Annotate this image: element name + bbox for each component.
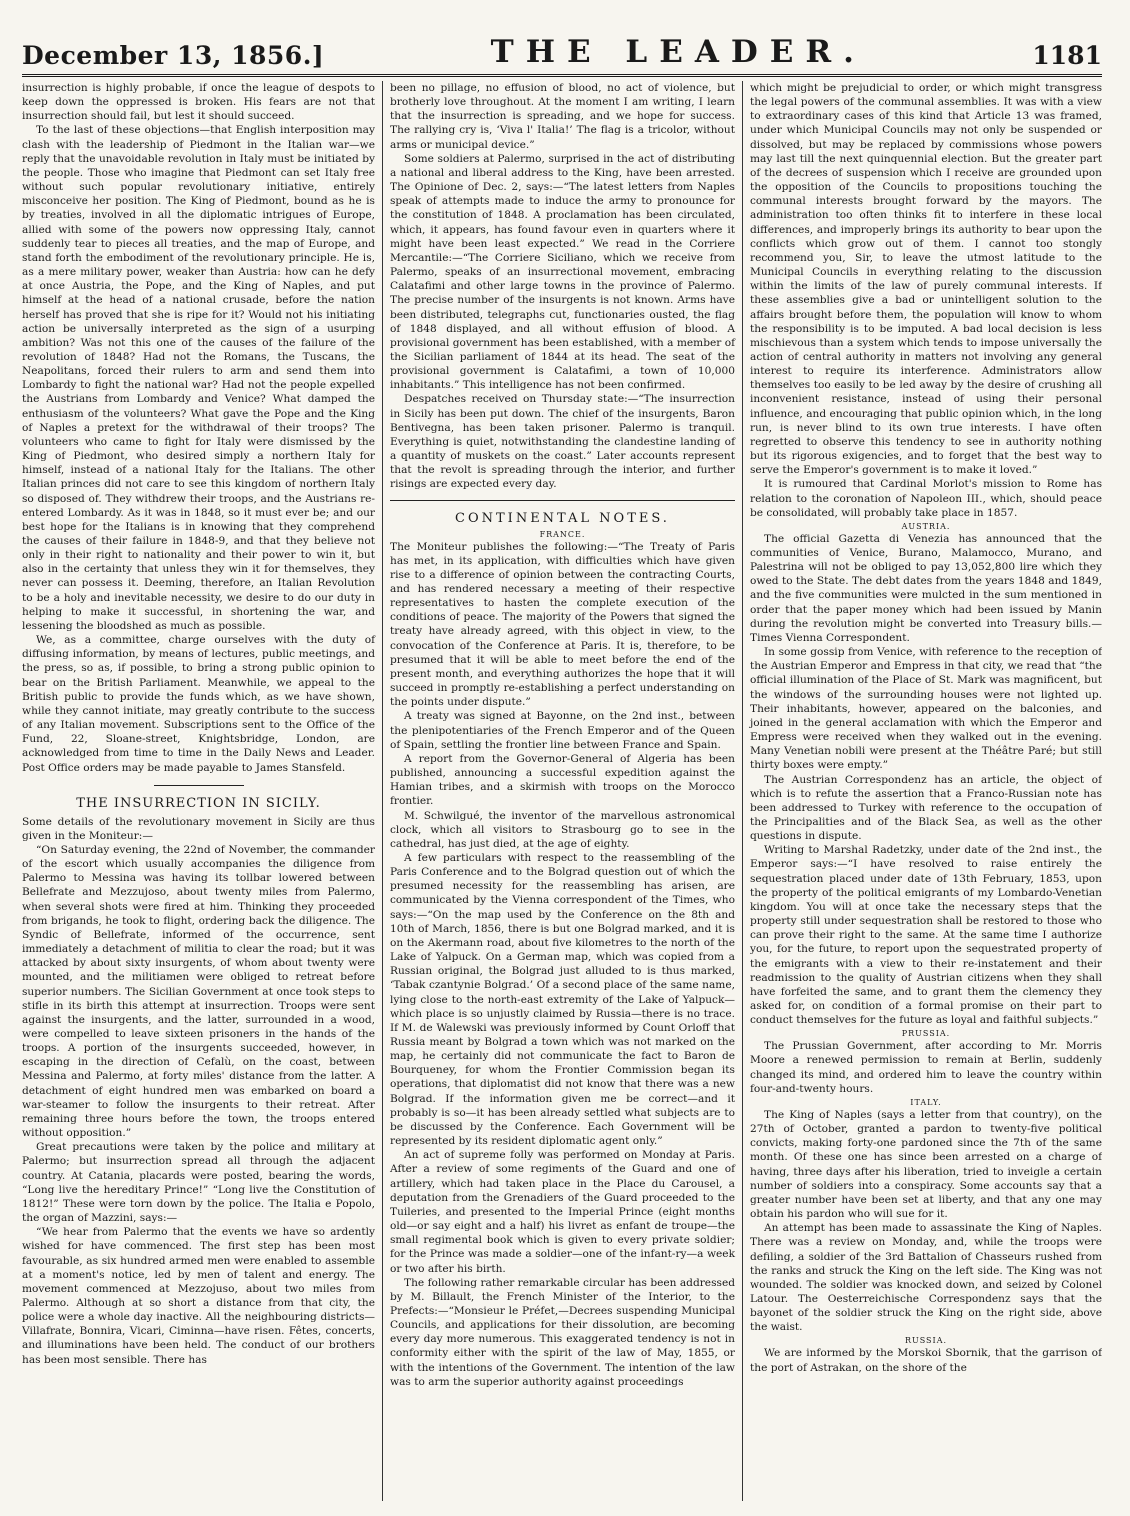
paragraph: Writing to Marshal Radetzky, under date of the 2nd inst., the Emperor says:—“I have resolved to raise entirely the sequestration placed under date of 13th February, 1853, upon the property of the political emigrants of my Lombardo-Venetian kingdom. You will at once take the necessary steps that the property still under sequestration shall be restored to those who can prove their right to the same. At the same time I authorize you, for the future, to report upon the sequestrated property of the emigrants with a view to their re-instatement and their readmission to the quality of Austrian citizens when they shall have forfeited the same, and to grant them the clemency they asked for, on condition of a formal promise on their part to conduct themselves for the future as loyal and faithful subjects.” (750, 844, 1102, 1027)
subheading-france: FRANCE. (539, 529, 586, 539)
paragraph: Despatches received on Thursday state:—“The insurrection in Sicily has been put down. The chief of the insurgents, Baron Bentivegna, has been taken prisoner. Palermo is tranquil. Everything is quiet, notwithstanding the clandestine landing of a quantity of muskets on the coast.” Later accounts represent that the revolt is spreading through the interior, and further risings are expected every day. (390, 393, 735, 491)
column-2 (382, 81, 742, 1501)
paragraph: M. Schwilgué, the inventor of the marvellous astronomical clock, which all visitors to Strasbourg go to see in the cathedral, has just died, at the age of eighty. (390, 809, 735, 850)
section-divider (154, 785, 244, 786)
paragraph: An act of supreme folly was performed on Monday at Paris. After a review of some regiments of the Guard and one of artillery, which had taken place in the Place du Carousel, a deputation from the Grenadiers of the Guard proceeded to the Tuileries, and presented to the Imperial Prince (eight months old—or say eight and a half) his livret as enfant de troupe—the small regimental book which is given to every private soldier; for the Prince was made a soldier—one of the infant-ry—a week or two after his birth. (390, 1149, 735, 1275)
paragraph: In some gossip from Venice, with reference to the reception of the Austrian Emperor and Empress in that city, we read that “the official illumination of the Place of St. Mark was magnificent, but the windows of the surrounding houses were not lighted up. Their inhabitants, however, appeared on the balconies, and joined in the general acclamation with which the Emperor and Empress were received when they walked out in the evening. Many Venetian nobili were present at the Théâtre Paré; but still thirty boxes were empty.” (750, 646, 1102, 772)
paragraph: The Prussian Government, after according to Mr. Morris Moore a renewed permission to remain at Berlin, suddenly changed its mind, and ordered him to leave the country within four-and-twenty hours. (750, 1040, 1102, 1095)
page-number: 1181 (1032, 41, 1102, 70)
column-1 (22, 81, 382, 1501)
paragraph: Some details of the revolutionary movement in Sicily are thus given in the Moniteur:— (22, 815, 375, 842)
paragraph: “On Saturday evening, the 22nd of November, the commander of the escort which usually accompanies the diligence from Palermo to Messina was having its tollbar lowered between Bellefrate and Mezzujoso, about twenty miles from Palermo, when several shots were fired at him. Thinking they proceeded from brigands, he took to flight, ordering back the diligence. The Syndic of Bellefrate, informed of the occurrence, sent immediately a detachment of militia to clear the road; but it was attacked by about sixty insurgents, of whom about twenty were mounted, and the militiamen were obliged to retreat before superior numbers. The Sicilian Government at once took steps to stifle in its birth this attempt at insurrection. Troops were sent against the insurgents, and the latter, surrounded in a wood, were compelled to leave sixteen prisoners in the hands of the troops. A portion of the insurgents succeeded, however, in escaping in the direction of Cefalù, on the coast, between Messina and Palermo, at forty miles' distance from the latter. A detachment of eight hundred men was embarked on board a war-steamer to follow the insurgents to their retreat. After remaining three hours before the town, the troops entered without opposition.” (22, 843, 375, 1140)
paragraph: It is rumoured that Cardinal Morlot's mission to Rome has relation to the coronation of Napoleon III., which, should peace be consolidated, will probably take place in 1857. (750, 478, 1102, 519)
paragraph: We are informed by the Morskoi Sbornik, that the garrison of the port of Astrakan, on the shore of the (750, 1347, 1102, 1374)
section-heading-sicily: THE INSURRECTION IN SICILY. (76, 795, 321, 811)
paragraph: The official Gazetta di Venezia has announced that the communities of Venice, Burano, Malamocco, Murano, and Palestrina will not be obliged to pay 13,052,800 lire which they owed to the State. The debt dates from the years 1848 and 1849, and the five communities were mulcted in the sum mentioned in order that the paper money which had been issued by Manin during the revolution might be converted into Treasury bills.—Times Vienna Correspondent. (750, 532, 1102, 644)
newspaper-title: THE LEADER. (490, 34, 866, 70)
paragraph: The King of Naples (says a letter from that country), on the 27th of October, granted a pardon to twenty-five political convicts, making forty-one pardoned since the 7th of the same month. Of these one has since been arrested on a charge of having, three days after his liberation, tried to inveigle a certain number of soldiers into a conspiracy. Some accounts say that a greater number have been set at liberty, and that any one may obtain his pardon who will sue for it. (750, 1108, 1102, 1221)
paragraph: To the last of these objections—that English interposition may clash with the leadership of Piedmont in the Italian war—we reply that the unavoidable revolution in Italy must be initiated by the people. Those who imagine that Piedmont can set Italy free without such popular revolutionary initiative, entirely misconceive her position. The King of Piedmont, bound as he is by treaties, involved in all the diplomatic intrigues of Europe, allied with some of the powers now oppressing Italy, cannot suddenly tear to pieces all treaties, and the map of Europe, and stand forth the embodiment of the revolutionary principle. He is, as a mere military power, weaker than Austria: how can he defy at once Austria, the Pope, and the King of Naples, and put himself at the head of a national crusade, before the nation herself has proved that she is ripe for it? Would not his initiating action be universally interpreted as the sign of a usurping ambition? Was not this one of the causes of the failure of the revolution of 1848? Had not the Romans, the Tuscans, the Neapolitans, forced their rulers to arm and send them into Lombardy to fight the national war? Had not the people expelled the Austrians from Lombardy and Venice? What damped the enthusiasm of the volunteers? What gave the Pope and the King of Naples a pretext for the withdrawal of their troops? The volunteers who came to fight for Italy were dismissed by the King of Piedmont, who desired simply a northern Italy for himself, instead of a national Italy for the Italians. The other Italian princes did not care to see this kingdom of northern Italy so disposed of. They withdrew their troops, and the Austrians re-entered Lombardy. As it was in 1848, so it must ever be; and our best hope for the Italians is in knowing that they comprehend the causes of their failure in 1848-9, and that they believe not only in their right to nationality and their power to win it, but also in the certainty that unless they win it for themselves, they never can possess it. Deeming, therefore, an Italian Revolution to be a holy and inevitable necessity, we desire to do our duty in helping to make it successful, in shortening the war, and lessening the bloodshed as much as possible. (22, 124, 375, 632)
paragraph: We, as a committee, charge ourselves with the duty of diffusing information, by means of lectures, public meetings, and the press, so as, if possible, to bring a strong public opinion to bear on the British Parliament. Meanwhile, we appeal to the British public to provide the funds which, as we have shown, while they cannot initiate, may greatly contribute to the success of any Italian movement. Subscriptions sent to the Office of the Fund, 22, Sloane-street, Knightsbridge, London, are acknowledged from time to time in the Daily News and Leader. Post Office orders may be made payable to James Stansfeld. (22, 634, 375, 774)
paragraph: A report from the Governor-General of Algeria has been published, announcing a successful expedition against the Hamian tribes, and a skirmish with troops on the Morocco frontier. (390, 752, 735, 808)
paragraph: been no pillage, no effusion of blood, no act of violence, but brotherly love throughout. At the moment I am writing, I learn that the insurrection is spreading, and we hope for success. The rallying cry is, ‘Viva l' Italia!’ The flag is a tricolor, without arms or municipal device.” (390, 82, 735, 151)
subheading-russia: RUSSIA. (904, 1336, 948, 1346)
paragraph: Some soldiers at Palermo, surprised in the act of distributing a national and liberal address to the King, have been arrested. The Opinione of Dec. 2, says:—“The latest letters from Naples speak of attempts made to induce the army to pronounce for the constitution of 1848. A proclamation has been circulated, which, it appears, has found favour even in quarters where it might have been least expected.” We read in the Corriere Mercantile:—“The Corriere Siciliano, which we receive from Palermo, speaks of an insurrectional movement, embracing Calatafimi and other large towns in the province of Palermo. The precise number of the insurgents is not known. Arms have been distributed, telegraphs cut, functionaries ousted, the flag of 1848 displayed, and all without effusion of blood. A provisional government has been established, with a member of the Sicilian parliament of 1844 at its head. The seat of the provisional government is Calatafimi, a town of 10,000 inhabitants.” This intelligence has not been confirmed. (390, 152, 735, 392)
paragraph: insurrection is highly probable, if once the league of despots to keep down the oppressed is broken. His fears are not that insurrection should fail, but lest it should succeed. (22, 82, 375, 123)
column-3 (742, 81, 1102, 1501)
paragraph: An attempt has been made to assassinate the King of Naples. There was a review on Monday, and, while the troops were defiling, a soldier of the 3rd Battalion of Chasseurs rushed from the ranks and struck the King on the left side. The King was not wounded. The soldier was knocked down, and seized by Colonel Latour. The Oesterreichische Correspondenz says that the bayonet of the soldier struck the King on the right side, above the waist. (750, 1222, 1102, 1334)
paragraph: which might be prejudicial to order, or which might transgress the legal powers of the communal assemblies. It was with a view to extraordinary cases of this kind that Article 13 was framed, under which Municipal Councils may not only be suspended or dissolved, but may be replaced by commissions whose powers may last till the next quinquennial election. But the greater part of the decrees of suspension which I receive are grounded upon the opposition of the Councils to propositions touching the communal interests brought forward by the mayors. The administration too often thinks fit to interfere in these local differences, and improperly brings its authority to bear upon the conflicts which grow out of them. I cannot too stongly recommend you, Sir, to leave the utmost latitude to the Municipal Councils in everything relating to the discussion within the limits of the law of purely communal interests. If these assemblies give a bad or unintelligent solution to the affairs brought before them, the population will know to whom the responsibility is to be imputed. A bad local decision is less mischievous than a system which tends to impose universally the action of central authority in matters not involving any general interest to require its interference. Administrators allow themselves too easily to be led away by the desire of crushing all inconvenient resistance, instead of using their personal influence, and encouraging that public opinion which, in the long run, is never blind to its own true interests. I have often regretted to observe this tendency to see in authority nothing but its rigorous exigencies, and to forget that the best way to serve the Emperor's government is to make it loved.” (750, 82, 1102, 477)
subheading-italy: ITALY. (910, 1097, 942, 1107)
paragraph: The Austrian Correspondenz has an article, the object of which is to refute the assertion that a Franco-Russian note has been addressed to Turkey with reference to the occupation of the Principalities and of the Black Sea, as well as the other questions in dispute. (750, 773, 1102, 843)
paragraph: A treaty was signed at Bayonne, on the 2nd inst., between the plenipotentiaries of the French Emperor and of the Queen of Spain, settling the frontier line between France and Spain. (390, 710, 735, 751)
paragraph: “We hear from Palermo that the events we have so ardently wished for have commenced. The first step has been most favourable, as six hundred armed men were enabled to assemble at a moment's notice, led by men of talent and energy. The movement commenced at Mezzojuso, about two miles from Palermo. Although at so short a distance from that city, the police were a whole day inactive. All the neighbouring districts—Villafrate, Bonnira, Vicari, Ciminna—have risen. Fêtes, concerts, and illuminations have been held. The conduct of our brothers has been most sensible. There has (22, 1226, 375, 1366)
issue-date: December 13, 1856.] (22, 41, 325, 70)
subheading-prussia: PRUSSIA. (901, 1029, 951, 1039)
paragraph: Great precautions were taken by the police and military at Palermo; but insurrection spread all through the adjacent country. At Catania, placards were posted, bearing the words, “Long live the hereditary Prince!” “Long live the Constitution of 1812!” These were torn down by the police. The Italia e Popolo, the organ of Mazzini, says:— (22, 1141, 375, 1225)
section-heading-continental-notes: CONTINENTAL NOTES. (455, 510, 670, 526)
paragraph: The Moniteur publishes the following:—“The Treaty of Paris has met, in its application, with difficulties which have given rise to a difference of opinion between the contracting Courts, and has rendered necessary a meeting of their respective representatives to hasten the complete execution of the conditions of peace. The majority of the Powers that signed the treaty have already agreed, with this object in view, to the convocation of the Conference at Paris. It is, therefore, to be presumed that it will be able to meet before the end of the present month, and everything authorizes the hope that it will succeed in promptly re-establishing a perfect understanding on the points under dispute.” (390, 540, 735, 709)
article-columns (22, 81, 1102, 1501)
paragraph: A few particulars with respect to the reassembling of the Paris Conference and to the Bolgrad question out of which the presumed necessity for the reassembling has arisen, are communicated by the Vienna correspondent of the Times, who says:—“On the map used by the Conference on the 8th and 10th of March, 1856, there is but one Bolgrad marked, and it is on the Akermann road, about five kilometres to the north of the Lake of Yalpuck. On a German map, which was copied from a Russian original, the Bolgrad just alluded to is thus marked, ‘Tabak czantynie Bolgrad.’ Of a second place of the same name, lying close to the north-east extremity of the Lake of Yalpuck—which place is so unjustly claimed by Russia—there is no trace. If M. de Walewski was previously informed by Count Orloff that Russia meant by Bolgrad a town which was not marked on the map, he certainly did not communicate the fact to Baron de Bourqueney, for whom the Frontier Commission began its operations, that diplomatist did not know that there was a new Bolgrad. If the information given me be correct—and it probably is so—it has been already settled what subjects are to be discussed by the Conference. Each Government will be represented by its resident diplomatic agent only.” (390, 851, 735, 1148)
section-divider (390, 500, 735, 501)
paragraph: The following rather remarkable circular has been addressed by M. Billault, the French Minister of the Interior, to the Prefects:—“Monsieur le Préfet,—Decrees suspending Municipal Councils, and applications for their dissolution, are becoming every day more numerous. This exaggerated tendency is not in conformity either with the spirit of the law of May, 1855, or with the intentions of the Government. The intention of the law was to arm the superior authority against proceedings (390, 1276, 735, 1388)
subheading-austria: AUSTRIA. (901, 521, 951, 531)
masthead (22, 18, 1102, 77)
